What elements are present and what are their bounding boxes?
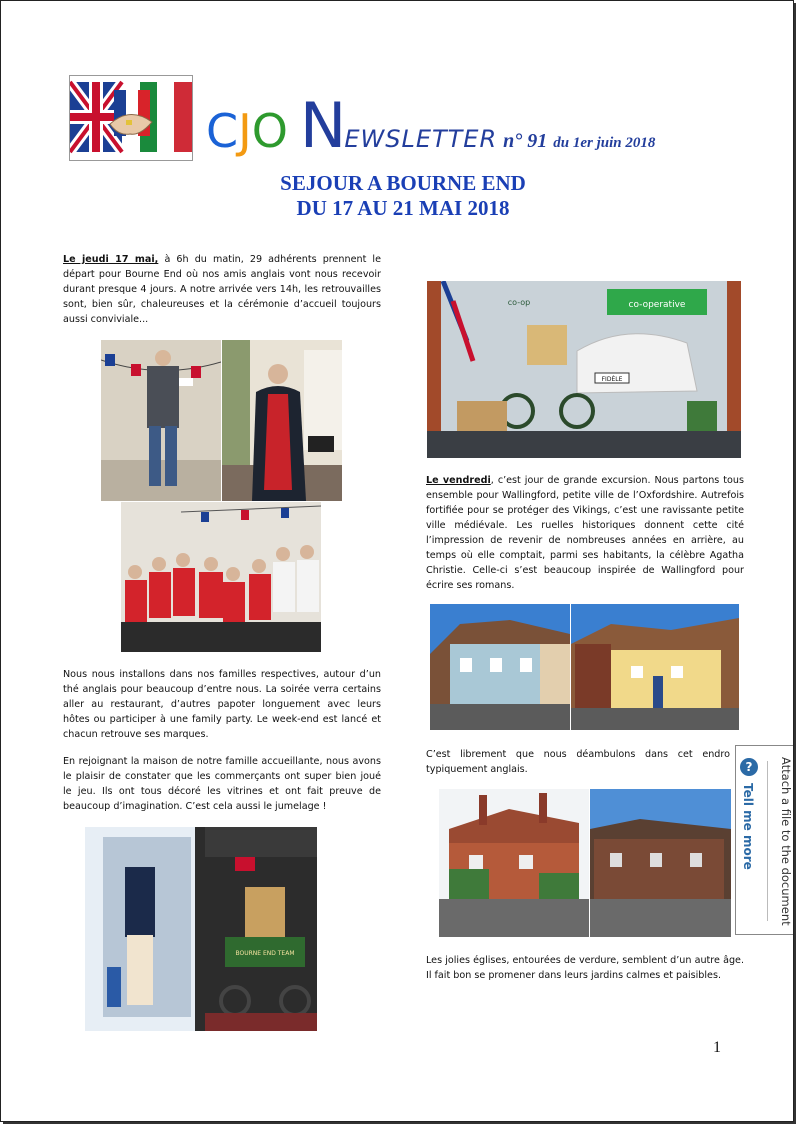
photo-speaker-man [101, 340, 221, 501]
paragraph-arrival [63, 252, 381, 327]
page-number: 1 [713, 1039, 721, 1056]
coop-sign-text: co-operative [628, 300, 686, 310]
photo-coop-window [427, 281, 741, 458]
shop-box-label: BOURNE END TEAM [235, 950, 295, 957]
coop-sign-left: co-op [507, 298, 531, 307]
tell-me-more-link[interactable]: Tell me more [741, 783, 755, 870]
paragraph-wallingford-text: , c’est jour de grande excursion. Nous partons tous ensemble pour Wallingford, petite ville de l’Oxfordshire. Autrefois fortifiée pour se protéger des Vikings, c’est une ravissante petite ville médiévale. Les ruelles historiques donnent cette cité l’impression de revenir de nombreuses années en arrière, au temps où elle comptait, parmi ses habitants, la célèbre Agatha Christie. Celle-ci s’est beaucoup inspirée de Wallingford pour écrire ses romans. [426, 475, 744, 591]
issue-number: n° 91 [503, 130, 548, 152]
paragraph-arrival-lead: Le jeudi 17 mai, [63, 254, 159, 265]
twinning-logo [69, 75, 193, 161]
paragraph-arrival-text: à 6h du matin, 29 adhérents prennent le départ pour Bourne End où nos amis anglais vont nous recevoir durant presque 4 jours. A notre arrivée vers 14h, les retrouvailles sont, bien sûr, chaleureuses et la cérémonie d’accueil toujours aussi conviviale... [63, 254, 381, 325]
masthead-letter-o: O [251, 104, 288, 158]
issue-date: du 1er juin 2018 [553, 135, 656, 151]
photo-street-houses-left [430, 604, 570, 730]
photo-choir [121, 502, 321, 652]
masthead-word-rest: EWSLETTER [344, 125, 498, 153]
paragraph-shops: En rejoignant la maison de notre famille accueillante, nous avons le plaisir de constater que les commerçants ont super bien joué le jeu. Ils ont tous décoré les vitrines et ont fait preuve de beaucoup d’imagination. C’est cela aussi le jumelage ! [63, 756, 381, 812]
car-plate-text: FIDÈLE [601, 376, 623, 383]
help-icon[interactable]: ? [740, 758, 758, 776]
attach-file-link[interactable]: Attach a file to the document [779, 757, 793, 926]
photo-cottages-left [439, 789, 589, 937]
masthead-title [206, 89, 656, 162]
paragraph-wallingford [426, 473, 744, 593]
photo-cottages-right [590, 789, 731, 937]
photo-shop-window-left [85, 827, 317, 1031]
article-title [201, 171, 605, 221]
paragraph-families: Nous nous installons dans nos familles respectives, autour d’un thé anglais pour beaucoup d’entre nous. La soirée verra certains aller au restaurant, d’autres papoter longuement avec leurs hôtes ou participer à une family party. Le week-end est lancé et chacun retrouve ses marques. [63, 669, 381, 740]
article-title-line2: DU 17 AU 21 MAI 2018 [296, 196, 510, 220]
photo-speaker-woman [222, 340, 342, 501]
paragraph-stroll: C’est librement que nous déambulons dans cet endro typiquement anglais. [426, 749, 730, 775]
article-title-line1: SEJOUR A BOURNE END [280, 171, 526, 195]
widget-divider [767, 761, 768, 921]
paragraph-wallingford-lead: Le vendredi [426, 475, 491, 486]
photo-street-houses-right [571, 604, 739, 730]
masthead-letter-j: J [238, 104, 252, 158]
masthead-letter-n: N [299, 89, 345, 162]
paragraph-churches: Les jolies églises, entourées de verdure, semblent d’un autre âge. Il fait bon se promener dans leurs jardins calmes et paisibles. [426, 955, 744, 981]
masthead-letter-c: C [206, 104, 239, 158]
